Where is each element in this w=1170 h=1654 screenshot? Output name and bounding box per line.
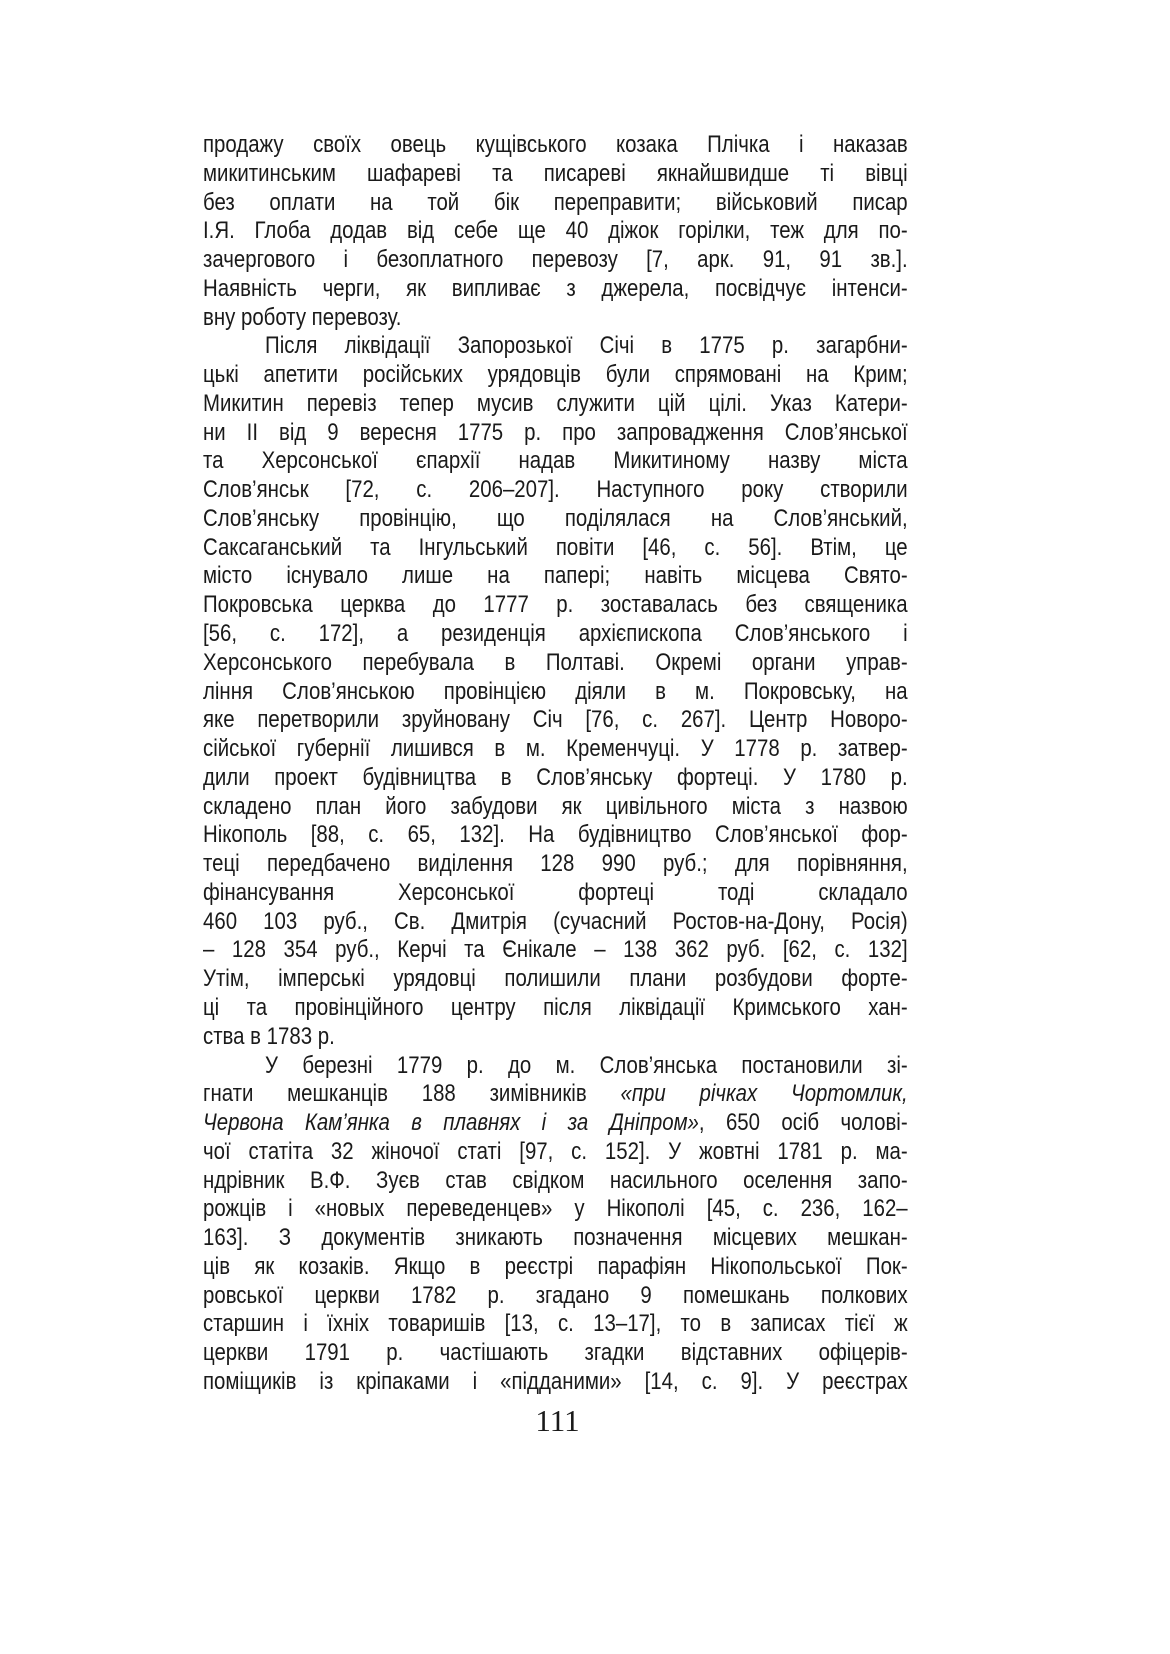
- text-segment: рожців і «новых переведенцев» у Нікополі [45, с. 236, 162–: [203, 1195, 908, 1223]
- italic-quote: «при річках Чортомлик,: [620, 1080, 908, 1108]
- text-line: [203, 764, 908, 793]
- text-line: [203, 1339, 908, 1368]
- text-line: [203, 735, 908, 764]
- text-line: [203, 1080, 908, 1109]
- text-line: [203, 1052, 908, 1081]
- text-line: [203, 850, 908, 879]
- text-segment: поміщиків із кріпаками і «підданими» [14, с. 9]. У реєстрах: [203, 1367, 908, 1395]
- text-line: [203, 332, 908, 361]
- text-line: [203, 1224, 908, 1253]
- text-line: [203, 390, 908, 419]
- text-segment: Херсонського перебувала в Полтаві. Окремі органи управ-: [203, 648, 908, 676]
- text-segment: Наявність черги, як випливає з джерела, посвідчує інтенси-: [203, 274, 908, 302]
- text-segment: старшин і їхніх товаришів [13, с. 13–17], то в записах тієї ж: [203, 1310, 908, 1338]
- text-line: [203, 476, 908, 505]
- text-segment: 460 103 руб., Св. Дмитрія (сучасний Ростов-на-Дону, Росія): [203, 907, 908, 935]
- text-line: [203, 936, 908, 965]
- text-segment: Микитин перевіз тепер мусив служити цій цілі. Указ Катери-: [203, 389, 908, 417]
- text-segment: – 128 354 руб., Керчі та Єнікале – 138 362 руб. [62, с. 132]: [203, 936, 908, 964]
- text-segment: церкви 1791 р. частішають згадки відставних офіцерів-: [203, 1339, 908, 1367]
- text-line: [203, 275, 908, 304]
- text-line: [203, 965, 908, 994]
- text-segment: ровської церкви 1782 р. згадано 9 помешкань полкових: [203, 1281, 908, 1309]
- text-line: [203, 821, 908, 850]
- text-line: [203, 620, 908, 649]
- text-segment: Утім, імперські урядовці полишили плани розбудови форте-: [203, 965, 908, 993]
- text-line: [203, 1195, 908, 1224]
- text-line: [203, 1368, 908, 1397]
- page-number: 111: [535, 1403, 580, 1438]
- text-line: [203, 1138, 908, 1167]
- text-segment: без оплати на той бік переправити; військовий писар: [203, 188, 908, 216]
- text-line: [203, 1109, 908, 1138]
- text-segment: [56, с. 172], а резиденція архієпископа Слов’янського і: [203, 620, 908, 648]
- text-line: [203, 562, 908, 591]
- text-line: [203, 217, 908, 246]
- text-line: [203, 1253, 908, 1282]
- text-line: [203, 534, 908, 563]
- text-line: [203, 678, 908, 707]
- body-text: [203, 131, 908, 1397]
- text-segment: фінансування Херсонської фортеці тоді складало: [203, 878, 908, 906]
- text-line: [203, 246, 908, 275]
- text-segment: Після ліквідації Запорозької Січі в 1775 р. загарбни-: [265, 332, 908, 360]
- text-segment: яке перетворили зруйновану Січ [76, с. 267]. Центр Новоро-: [203, 706, 908, 734]
- text-line: [203, 361, 908, 390]
- text-line: [203, 879, 908, 908]
- text-line: [203, 793, 908, 822]
- text-segment: Нікополь [88, с. 65, 132]. На будівництво Слов’янської фор-: [203, 821, 908, 849]
- text-segment: складено план його забудови як цивільного міста з назвою: [203, 792, 908, 820]
- text-line: [203, 649, 908, 678]
- page-number-container: [0, 1403, 1170, 1439]
- text-segment: ців як козаків. Якщо в реєстрі парафіян Нікопольської Пок-: [203, 1252, 908, 1280]
- text-line: [203, 447, 908, 476]
- text-segment: ці та провінційного центру після ліквідації Кримського хан-: [203, 993, 908, 1021]
- text-segment: цькі апетити російських урядовців були спрямовані на Крим;: [203, 361, 908, 389]
- text-segment: Слов’янськ [72, с. 206–207]. Наступного року створили: [203, 476, 908, 504]
- text-line: [203, 994, 908, 1023]
- text-line: [203, 419, 908, 448]
- text-segment: І.Я. Глоба додав від себе ще 40 діжок горілки, теж для по-: [203, 217, 908, 245]
- text-line: [203, 304, 908, 333]
- text-segment: 163]. З документів зникають позначення місцевих мешкан-: [203, 1224, 908, 1252]
- text-segment: продажу своїх овець кущівського козака Плічка і наказав: [203, 131, 908, 158]
- text-line: [203, 706, 908, 735]
- text-line: [203, 131, 908, 160]
- italic-quote: Червона Кам’янка в плавнях і за Дніпром»: [203, 1109, 699, 1137]
- text-segment: ства в 1783 р.: [203, 1022, 335, 1050]
- text-segment: микитинським шафареві та писареві якнайшвидше ті вівці: [203, 159, 908, 187]
- text-segment: Слов’янську провінцію, що поділялася на Слов’янський,: [203, 504, 908, 532]
- text-segment: теці передбачено виділення 128 990 руб.; для порівняння,: [203, 850, 908, 878]
- text-segment: сійської губернії лишився в м. Кременчуці. У 1778 р. затвер-: [203, 735, 908, 763]
- text-segment: та Херсонської єпархії надав Микитиному назву міста: [203, 447, 908, 475]
- text-line: [203, 1282, 908, 1311]
- text-segment: зачергового і безоплатного перевозу [7, арк. 91, 91 зв.].: [203, 246, 908, 274]
- text-line: [203, 189, 908, 218]
- text-line: [203, 505, 908, 534]
- text-segment: вну роботу перевозу.: [203, 303, 402, 331]
- text-segment: місто існувало лише на папері; навіть місцева Свято-: [203, 562, 908, 590]
- text-segment: гнати мешканців 188 зимівників: [203, 1080, 621, 1108]
- text-line: [203, 908, 908, 937]
- text-segment: ління Слов’янською провінцією діяли в м. Покровську, на: [203, 677, 908, 705]
- text-segment: Саксаганський та Інгульський повіти [46, с. 56]. Втім, це: [203, 533, 908, 561]
- text-segment: ни II від 9 вересня 1775 р. про запровадження Слов’янської: [203, 418, 908, 446]
- text-segment: дили проект будівництва в Слов’янську фортеці. У 1780 р.: [203, 763, 908, 791]
- text-segment: чої статіта 32 жіночої статі [97, с. 152]. У жовтні 1781 р. ма-: [203, 1137, 908, 1165]
- text-segment: , 650 осіб чолові-: [698, 1109, 908, 1137]
- text-line: [203, 1310, 908, 1339]
- text-segment: ндрівник В.Ф. Зуєв став свідком насильного оселення запо-: [203, 1166, 908, 1194]
- text-segment: У березні 1779 р. до м. Слов’янська постановили зі-: [265, 1051, 908, 1079]
- text-segment: Покровська церква до 1777 р. зоставалась без священика: [203, 591, 908, 619]
- text-line: [203, 160, 908, 189]
- text-line: [203, 1167, 908, 1196]
- text-line: [203, 591, 908, 620]
- text-line: [203, 1023, 908, 1052]
